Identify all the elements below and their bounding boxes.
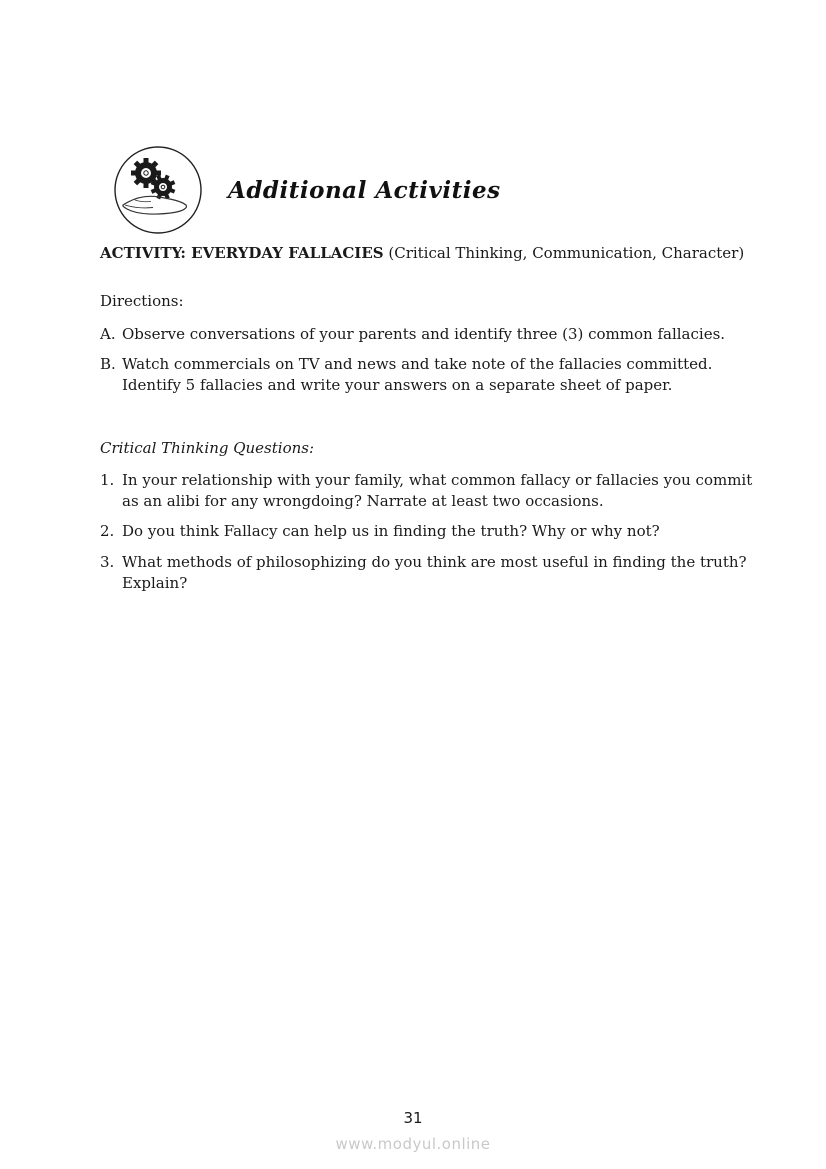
direction-text: Observe conversations of your parents and identify three (3) common fallacies. <box>122 324 726 343</box>
page-title: Additional Activities <box>228 176 501 204</box>
page-number: 31 <box>403 1109 423 1127</box>
question-text: Do you think Fallacy can help us in finding the truth? Why or why not? <box>122 522 660 541</box>
directions-section <box>100 291 756 395</box>
question-item <box>100 552 756 593</box>
questions-heading: Critical Thinking Questions: <box>100 438 315 457</box>
list-marker: B. <box>100 355 116 374</box>
questions-section <box>100 438 756 594</box>
list-marker: 2. <box>100 522 115 541</box>
activity-label: ACTIVITY: EVERYDAY FALLACIES <box>100 244 384 262</box>
direction-item <box>100 354 756 395</box>
directions-heading: Directions: <box>100 292 184 311</box>
list-marker: 3. <box>100 552 115 571</box>
gears-in-hand-icon <box>113 145 203 235</box>
question-item <box>100 521 756 542</box>
list-marker: 1. <box>100 470 115 489</box>
activity-skills: (Critical Thinking, Communication, Character) <box>383 244 745 262</box>
question-item <box>100 470 756 511</box>
question-text: In your relationship with your family, what common fallacy or fallacies you commit as an alibi for any wrongdoing? Narrate at least two occasions. <box>122 470 753 510</box>
direction-item <box>100 324 756 345</box>
page-content <box>100 145 756 603</box>
watermark: www.modyul.online <box>335 1135 491 1153</box>
list-marker: A. <box>100 324 116 343</box>
question-text: What methods of philosophizing do you think are most useful in finding the truth? Explain? <box>122 552 747 592</box>
activity-line <box>100 243 756 263</box>
direction-text: Watch commercials on TV and news and take note of the fallacies committed. Identify 5 fallacies and write your answers on a separate sheet of paper. <box>122 355 713 394</box>
section-header <box>113 145 756 235</box>
